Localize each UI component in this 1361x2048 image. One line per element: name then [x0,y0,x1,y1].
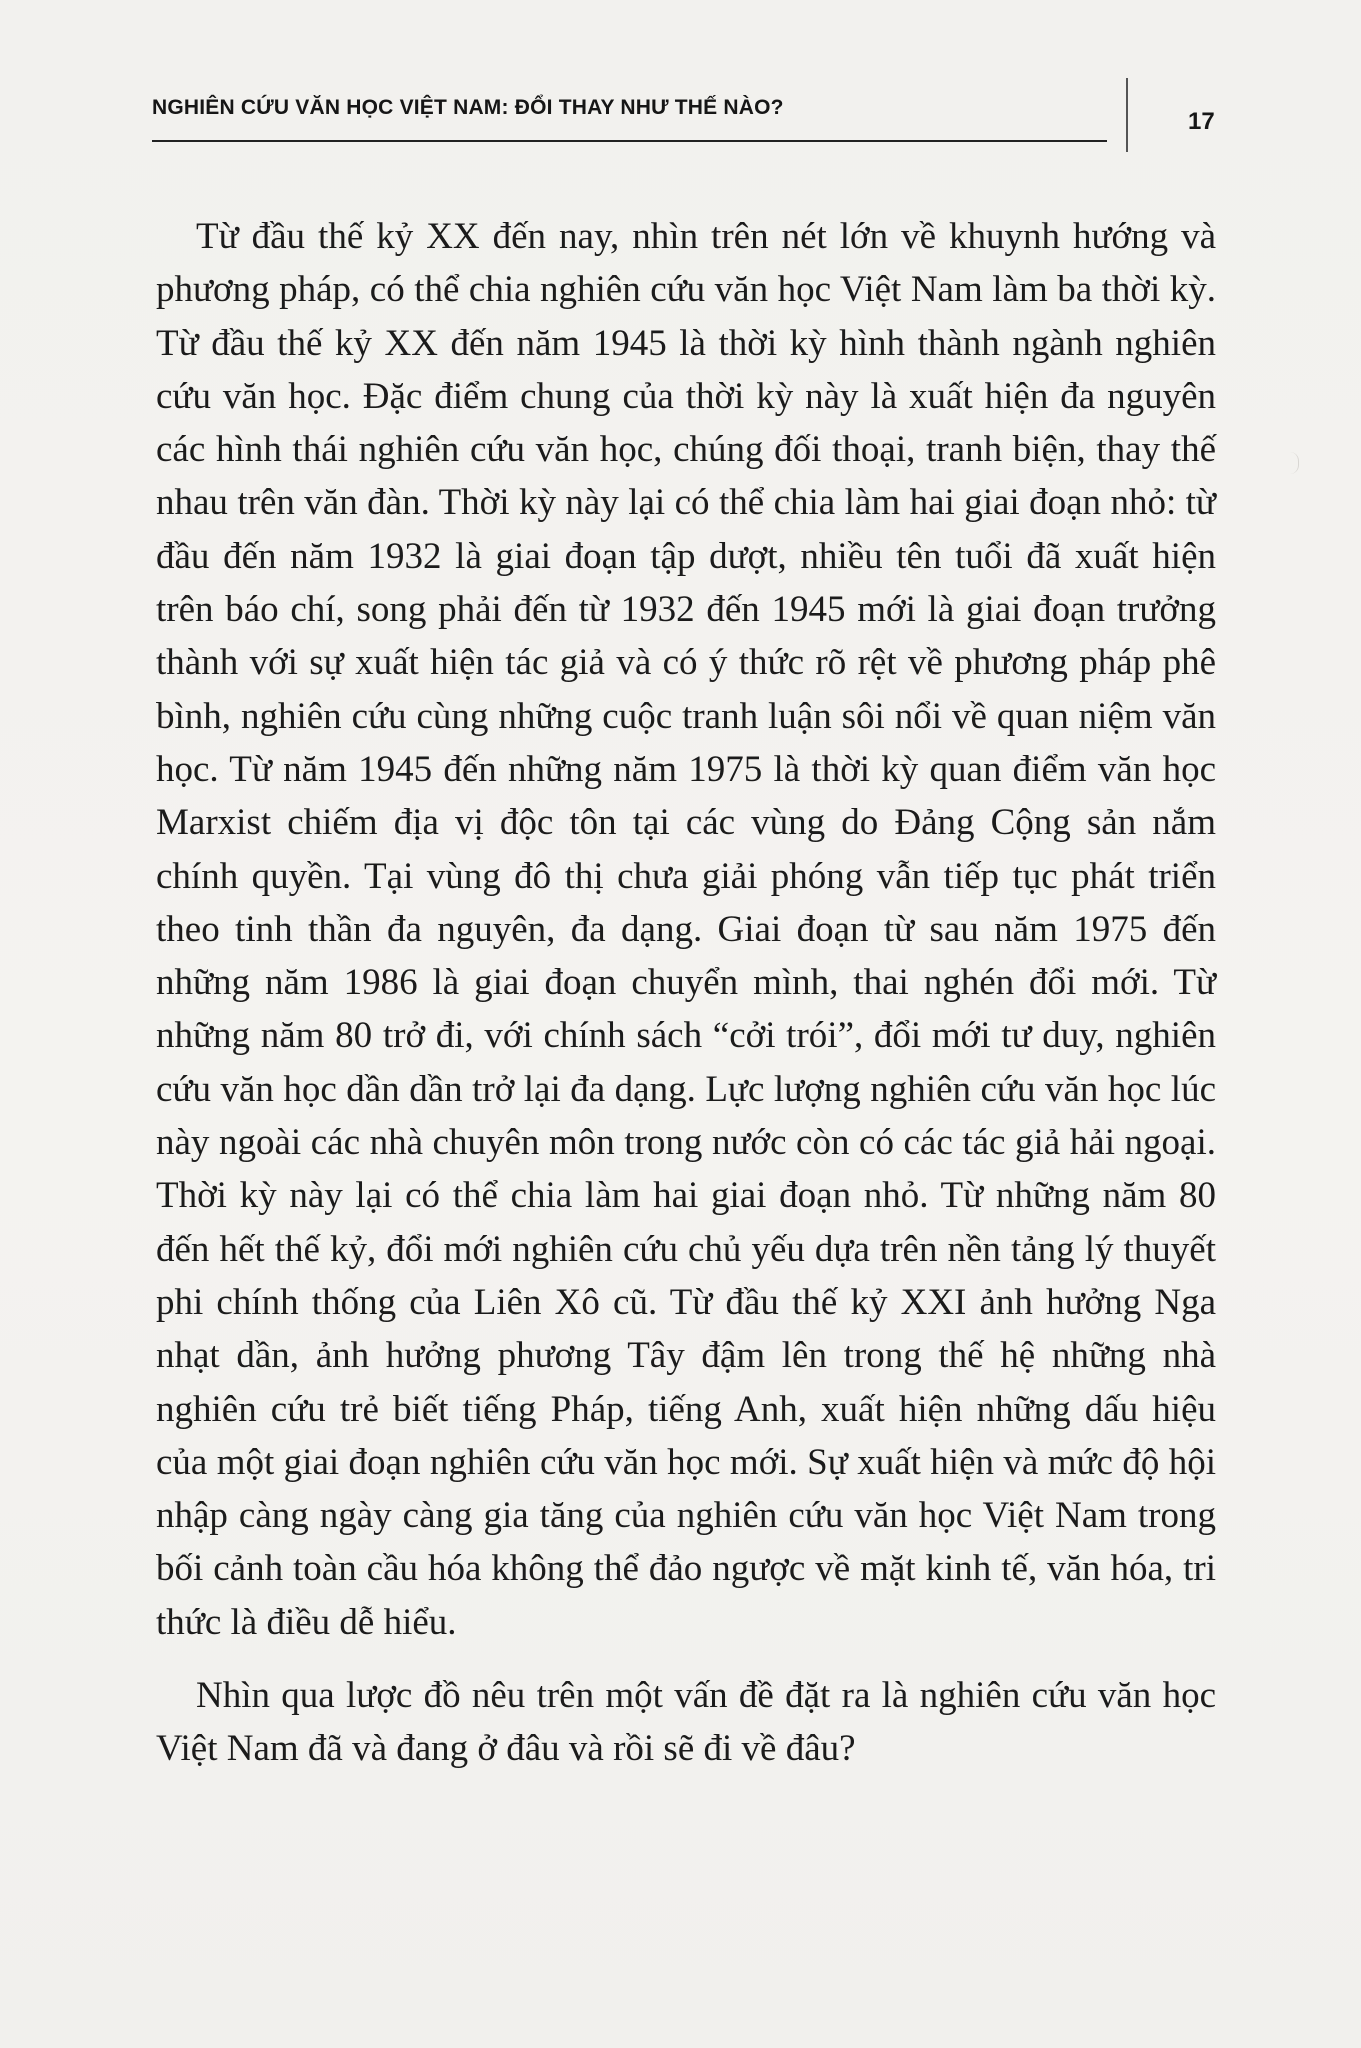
margin-mark [1290,452,1299,474]
body-text [156,210,1216,1776]
running-header [152,88,1107,142]
paragraph-2: Nhìn qua lược đồ nêu trên một vấn đề đặt ra là nghiên cứu văn học Việt Nam đã và đang ở đâu và rồi sẽ đi về đâu? [156,1675,1216,1770]
header-divider [1126,78,1128,152]
paragraph-1: Từ đầu thế kỷ XX đến nay, nhìn trên nét lớn về khuynh hướng và phương pháp, có thể chia nghiên cứu văn học Việt Nam làm ba thời kỳ. Từ đầu thế kỷ XX đến năm 1945 là thời kỳ hình thành ngành nghiên cứu văn học. Đặc điểm chung của thời kỳ này là xuất hiện đa nguyên các hình thái nghiên cứu văn học, chúng đối thoại, tranh biện, thay thế nhau trên văn đàn. Thời kỳ này lại có thể chia làm hai giai đoạn nhỏ: từ đầu đến năm 1932 là giai đoạn tập dượt, nhiều tên tuổi đã xuất hiện trên báo chí, song phải đến từ 1932 đến 1945 mới là giai đoạn trưởng thành với sự xuất hiện tác giả và có ý thức rõ rệt về phương pháp phê bình, nghiên cứu cùng những cuộc tranh luận sôi nổi về quan niệm văn học. Từ năm 1945 đến những năm 1975 là thời kỳ quan điểm văn học Marxist chiếm địa vị độc tôn tại các vùng do Đảng Cộng sản nắm chính quyền. Tại vùng đô thị chưa giải phóng vẫn tiếp tục phát triển theo tinh thần đa nguyên, đa dạng. Giai đoạn từ sau năm 1975 đến những năm 1986 là giai đoạn chuyển mình, thai nghén đổi mới. Từ những năm 80 trở đi, với chính sách “cởi trói”, đổi mới tư duy, nghiên cứu văn học dần dần trở lại đa dạng. Lực lượng nghiên cứu văn học lúc này ngoài các nhà chuyên môn trong nước còn có các tác giả hải ngoại. Thời kỳ này lại có thể chia làm hai giai đoạn nhỏ. Từ những năm 80 đến hết thế kỷ, đổi mới nghiên cứu chủ yếu dựa trên nền tảng lý thuyết phi chính thống của Liên Xô cũ. Từ đầu thế kỷ XXI ảnh hưởng Nga nhạt dần, ảnh hưởng phương Tây đậm lên trong thế hệ những nhà nghiên cứu trẻ biết tiếng Pháp, tiếng Anh, xuất hiện những dấu hiệu của một giai đoạn nghiên cứu văn học mới. Sự xuất hiện và mức độ hội nhập càng ngày càng gia tăng của nghiên cứu văn học Việt Nam trong bối cảnh toàn cầu hóa không thể đảo ngược về mặt kinh tế, văn hóa, tri thức là điều dễ hiểu. [156,216,1216,1643]
running-title: NGHIÊN CỨU VĂN HỌC VIỆT NAM: ĐỔI THAY NHƯ THẾ NÀO? [152,96,784,119]
page-number: 17 [1188,108,1215,135]
